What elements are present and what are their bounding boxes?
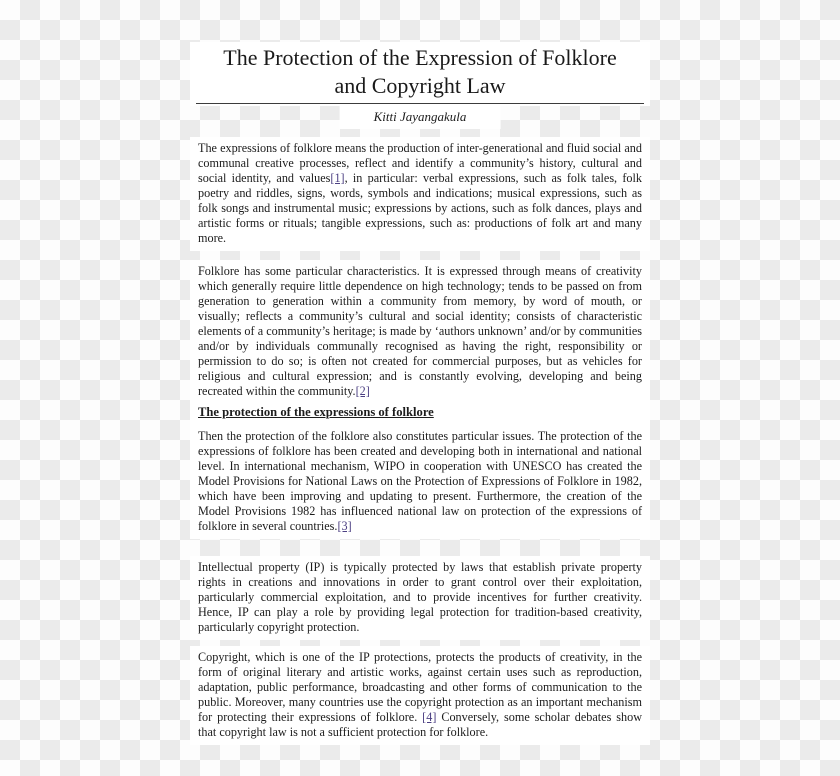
paragraph-intellectual-property [190, 556, 650, 640]
paragraph-text: The expressions of folklore means the production of inter-generational and fluid social and communal creative processes, reflect and identify a community’s history, cultural and social identity, and values [198, 141, 642, 185]
paragraph-protection-of-expressions [198, 429, 642, 534]
section-heading: The protection of the expressions of folklore [198, 405, 434, 419]
paragraph-text: Conversely, some scholar debates show that copyright law is not a sufficient protection for folklore. [198, 710, 642, 739]
paragraph-text: Intellectual property (IP) is typically protected by laws that establish private property rights in creations and innovations in order to grant control over their exploitation, particularly commercial exploitation, and to provide incentives for further creativity. Hence, IP can play a role by providing legal protection for tradition-based creativity, particularly copyright protection. [198, 560, 642, 634]
paragraph-folklore-characteristics [190, 260, 650, 404]
footnote-link-4[interactable]: [4] [422, 710, 437, 724]
document-title-line-2: and Copyright Law [334, 73, 506, 98]
document-title-line-1: The Protection of the Expression of Folklore [223, 45, 617, 70]
footnote-link-1[interactable]: [1] [330, 171, 345, 185]
paragraph-text: Copyright, which is one of the IP protections, protects the products of creativity, in the form of original literary and artistic works, against certain uses such as reproduction, adaptation, public performance, broadcasting and other forms of communication to the public. Moreover, many countries use the copyright protection as an important mechanism for protecting their expressions of folklore. [198, 650, 642, 724]
paragraph-text: , in particular: verbal expressions, such as folk tales, folk poetry and riddles, signs, words, symbols and indications; musical expressions, such as folk songs and instrumental music; expressions by actions, such as folk dances, plays and artistic forms or rituals; tangible expressions, such as: productions of folk art and many more. [198, 171, 642, 245]
paragraph-text: Then the protection of the folklore also constitutes particular issues. The protection of the expressions of folklore has been created and developing both in international and national level. In international mechanism, WIPO in cooperation with UNESCO has created the Model Provisions for National Laws on the Protection of Expressions of Folklore in 1982, which have been improving and updating to present. Furthermore, the creation of the Model Provisions 1982 has influenced national law on protection of the expressions of folklore in several countries. [198, 429, 642, 533]
paragraph-copyright [190, 646, 650, 745]
footnote-link-3[interactable]: [3] [337, 519, 352, 533]
paragraph-text: Folklore has some particular characteristics. It is expressed through means of creativity which generally require little dependence on high technology; tends to be passed on from generation to generation within a community from memory, by word of mouth, or visually; reflects a community’s cultural and social identity; consists of characteristic elements of a community’s heritage; is made by ‘authors unknown’ and/or by communities and/or by individuals communally recognised as having the right, responsibility or permission to do so; is often not created for commercial purposes, but as vehicles for religious and cultural expression; and is constantly evolving, developing and being recreated within the community. [198, 264, 642, 398]
title-divider-line [196, 103, 644, 104]
title-block [190, 42, 650, 106]
footnote-link-2[interactable]: [2] [355, 384, 370, 398]
paragraph-folklore-definition [190, 137, 650, 251]
author-name: Kitti Jayangakula [340, 105, 501, 129]
section-protection-block [190, 401, 650, 539]
